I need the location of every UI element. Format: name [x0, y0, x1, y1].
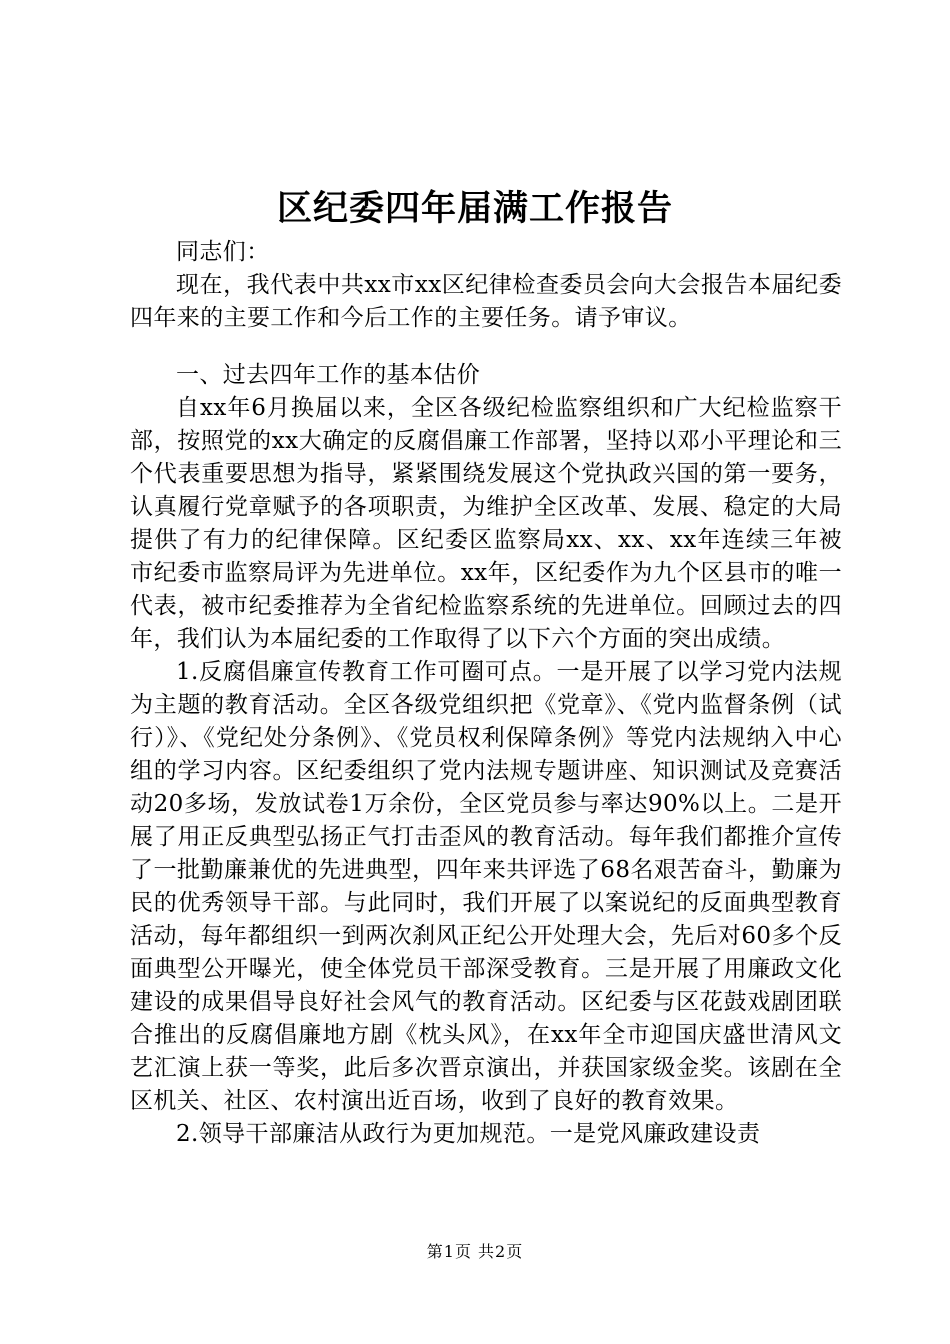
document-body [130, 236, 842, 1151]
page-footer: 第1页 共2页 [426, 1242, 524, 1261]
body-paragraph: 自xx年6月换届以来，全区各级纪检监察组织和广大纪检监察干部，按照党的xx大确定的反腐倡廉工作部署，坚持以邓小平理论和三个代表重要思想为指导，紧紧围绕发展这个党执政兴国的第一要务，认真履行党章赋予的各项职责，为维护全区改革、发展、稳定的大局提供了有力的纪律保障。区纪委区监察局xx、xx、xx年连续三年被市纪委市监察局评为先进单位。xx年，区纪委作为九个区县市的唯一代表，被市纪委推荐为全省纪检监察系统的先进单位。回顾过去的四年，我们认为本届纪委的工作取得了以下六个方面的突出成绩。 [130, 395, 842, 652]
body-paragraph: 2.领导干部廉洁从政行为更加规范。一是党风廉政建设责 [176, 1121, 761, 1147]
body-paragraph: 1.反腐倡廉宣传教育工作可圈可点。一是开展了以学习党内法规为主题的教育活动。全区各级党组织把《党章》、《党内监督条例（试行）》、《党纪处分条例》、《党员权利保障条例》等党内法规纳入中心组的学习内容。区纪委组织了党内法规专题讲座、知识测试及竞赛活动20多场，发放试卷1万余份，全区党员参与率达90%以上。二是开展了用正反典型弘扬正气打击歪风的教育活动。每年我们都推介宣传了一批勤廉兼优的先进典型，四年来共评选了68名艰苦奋斗，勤廉为民的优秀领导干部。与此同时，我们开展了以案说纪的反面典型教育活动，每年都组织一到两次刹风正纪公开处理大会，先后对60多个反面典型公开曝光，使全体党员干部深受教育。三是开展了用廉政文化建设的成果倡导良好社会风气的教育活动。区纪委与区花鼓戏剧团联合推出的反腐倡廉地方剧《枕头风》，在xx年全市迎国庆盛世清风文艺汇演上获一等奖，此后多次晋京演出，并获国家级金奖。该剧在全区机关、社区、农村演出近百场，收到了良好的教育效果。 [130, 659, 842, 1114]
salutation: 同志们： [176, 239, 270, 265]
document-title: 区纪委四年届满工作报告 [276, 188, 673, 229]
opening-paragraph: 现在，我代表中共xx市xx区纪律检查委员会向大会报告本届纪委四年来的主要工作和今后工作的主要任务。请予审议。 [130, 272, 842, 331]
section-heading: 一、过去四年工作的基本估价 [176, 362, 481, 388]
